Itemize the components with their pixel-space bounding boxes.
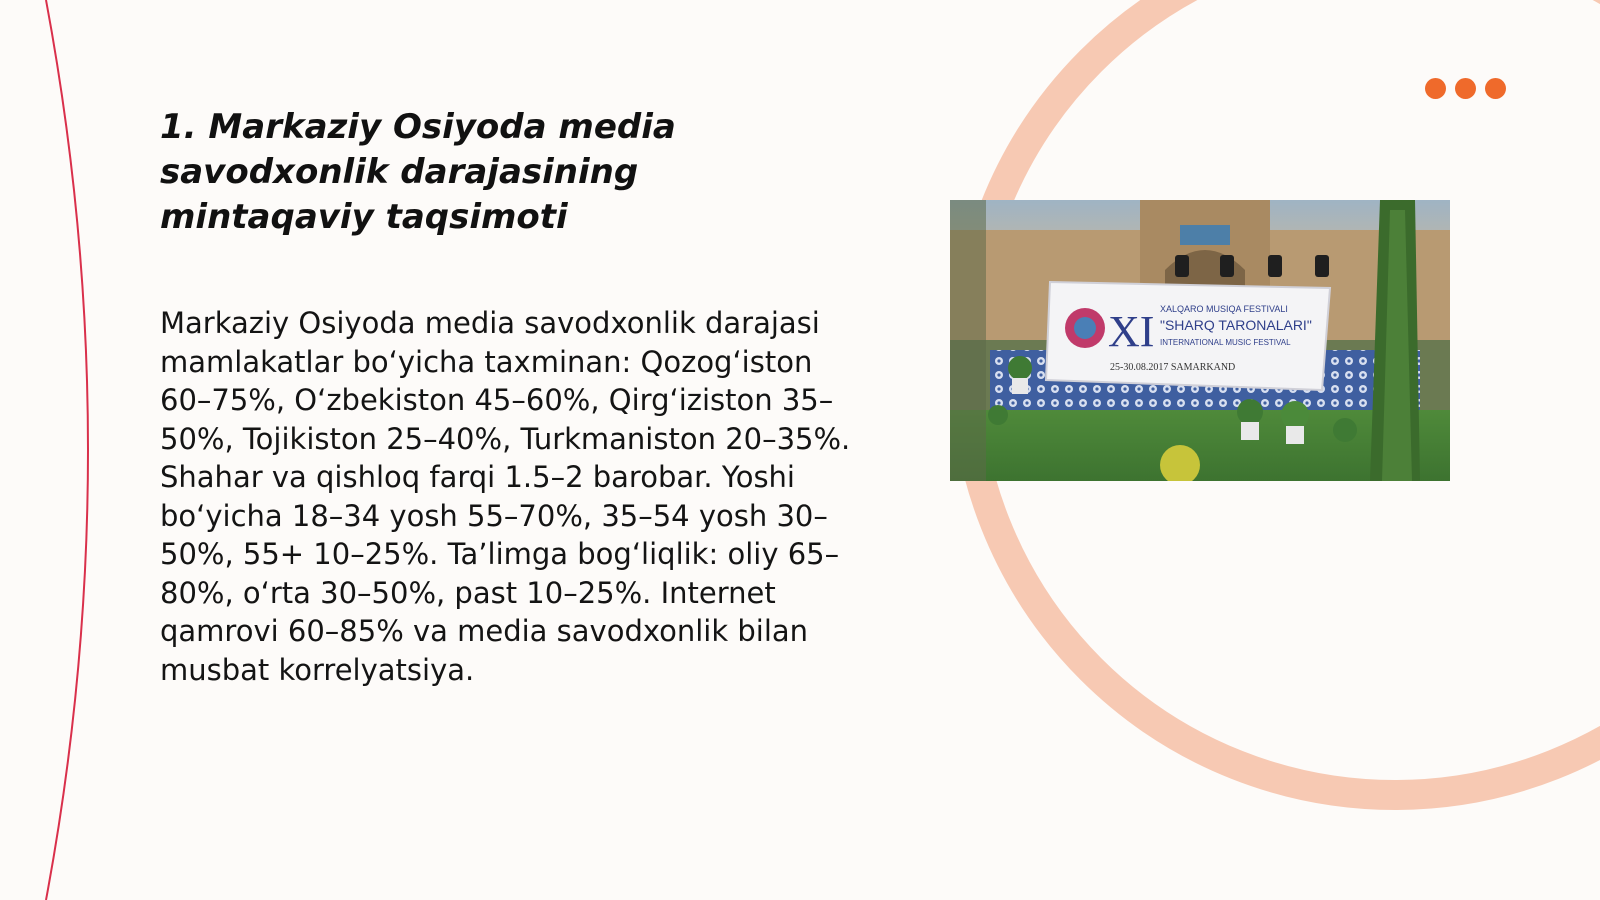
orange-dot — [1425, 78, 1446, 99]
photo-banner-line4: 25-30.08.2017 SAMARKAND — [1110, 362, 1236, 373]
photo-banner-line2: "SHARQ TARONALARI" — [1160, 317, 1312, 333]
orange-dot — [1455, 78, 1476, 99]
photo-banner-line3: INTERNATIONAL MUSIC FESTIVAL — [1160, 338, 1291, 347]
photo-banner-line1: XALQARO MUSIQA FESTIVALI — [1160, 304, 1288, 314]
slide-body-text: Markaziy Osiyoda media savodxonlik darajasi mamlakatlar bo‘yicha taxminan: Qozog‘iston 60–75%, O‘zbekiston 45–60%, Qirg‘iziston 35–50%, Tojikiston 25–40%, Turkmaniston 20–35%. Shahar va qishloq farqi 1.5–2 barobar. Yoshi bo‘yicha 18–34 yosh 55–70%, 35–54 yosh 30–50%, 55+ 10–25%. Ta’limga bog‘liqlik: oliy 65–80%, o‘rta 30–50%, past 10–25%. Internet qamrovi 60–85% va media savodxonlik bilan musbat korrelyatsiya. — [160, 306, 851, 687]
festival-photo — [950, 200, 1450, 481]
orange-dot — [1485, 78, 1506, 99]
photo-banner — [1046, 282, 1330, 390]
dots-ornament — [1425, 78, 1506, 99]
side-curve-line — [46, 0, 88, 900]
photo-dome-drum — [1180, 225, 1230, 245]
slide-title: 1. Markaziy Osiyoda media savodxonlik darajasining mintaqaviy taqsimoti — [160, 107, 676, 237]
photo-banner-numeral: XI — [1108, 307, 1155, 356]
